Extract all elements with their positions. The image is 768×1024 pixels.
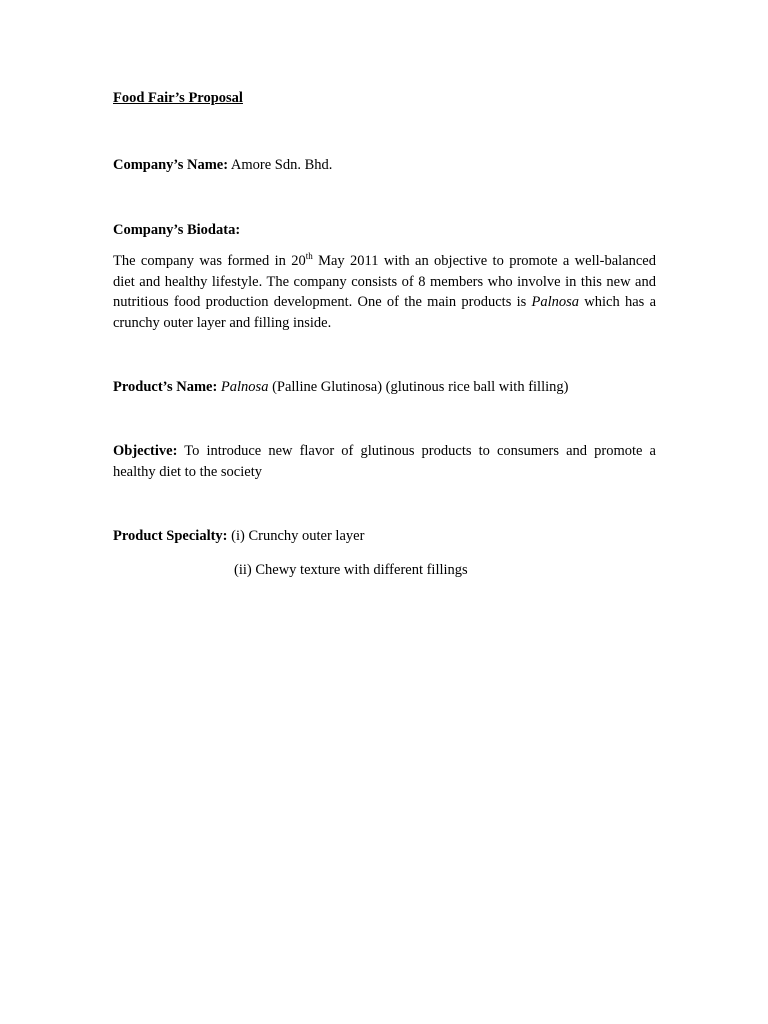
biodata-text-part1: The company was formed in 20 xyxy=(113,253,306,269)
specialty-line xyxy=(113,526,656,547)
biodata-product-italic: Palnosa xyxy=(531,294,580,310)
product-name-italic: Palnosa xyxy=(220,379,269,395)
specialty-item-1: (i) Crunchy outer layer xyxy=(227,528,365,544)
biodata-text-part3: which has a crunchy outer layer and filling inside. xyxy=(113,294,657,331)
objective-text: To introduce new flavor of glutinous products to consumers and promote a healthy diet to the society xyxy=(113,443,656,480)
document-title: Food Fair’s Proposal xyxy=(113,90,243,106)
biodata-paragraph xyxy=(113,251,656,333)
biodata-superscript: th xyxy=(305,251,313,262)
product-name-label: Product’s Name: xyxy=(113,379,218,395)
company-name-value: Amore Sdn. Bhd. xyxy=(230,157,333,173)
objective-label: Objective: xyxy=(113,443,178,459)
specialty-item-2: (ii) Chewy texture with different fillings xyxy=(234,562,468,578)
biodata-text-part2: May 2011 with an objective to promote a well-balanced diet and healthy lifestyle. The company consists of 8 members who involve in this new and nutritious food production development. One of the main products is xyxy=(113,253,656,310)
biodata-heading: Company’s Biodata: xyxy=(113,222,241,238)
specialty-label: Product Specialty: xyxy=(113,528,228,544)
objective-paragraph xyxy=(113,441,656,482)
product-name-rest: (Palline Glutinosa) (glutinous rice ball with filling) xyxy=(268,379,569,395)
product-name-line xyxy=(113,377,656,398)
company-name-label: Company’s Name: xyxy=(113,157,229,173)
company-name-line xyxy=(113,155,656,176)
